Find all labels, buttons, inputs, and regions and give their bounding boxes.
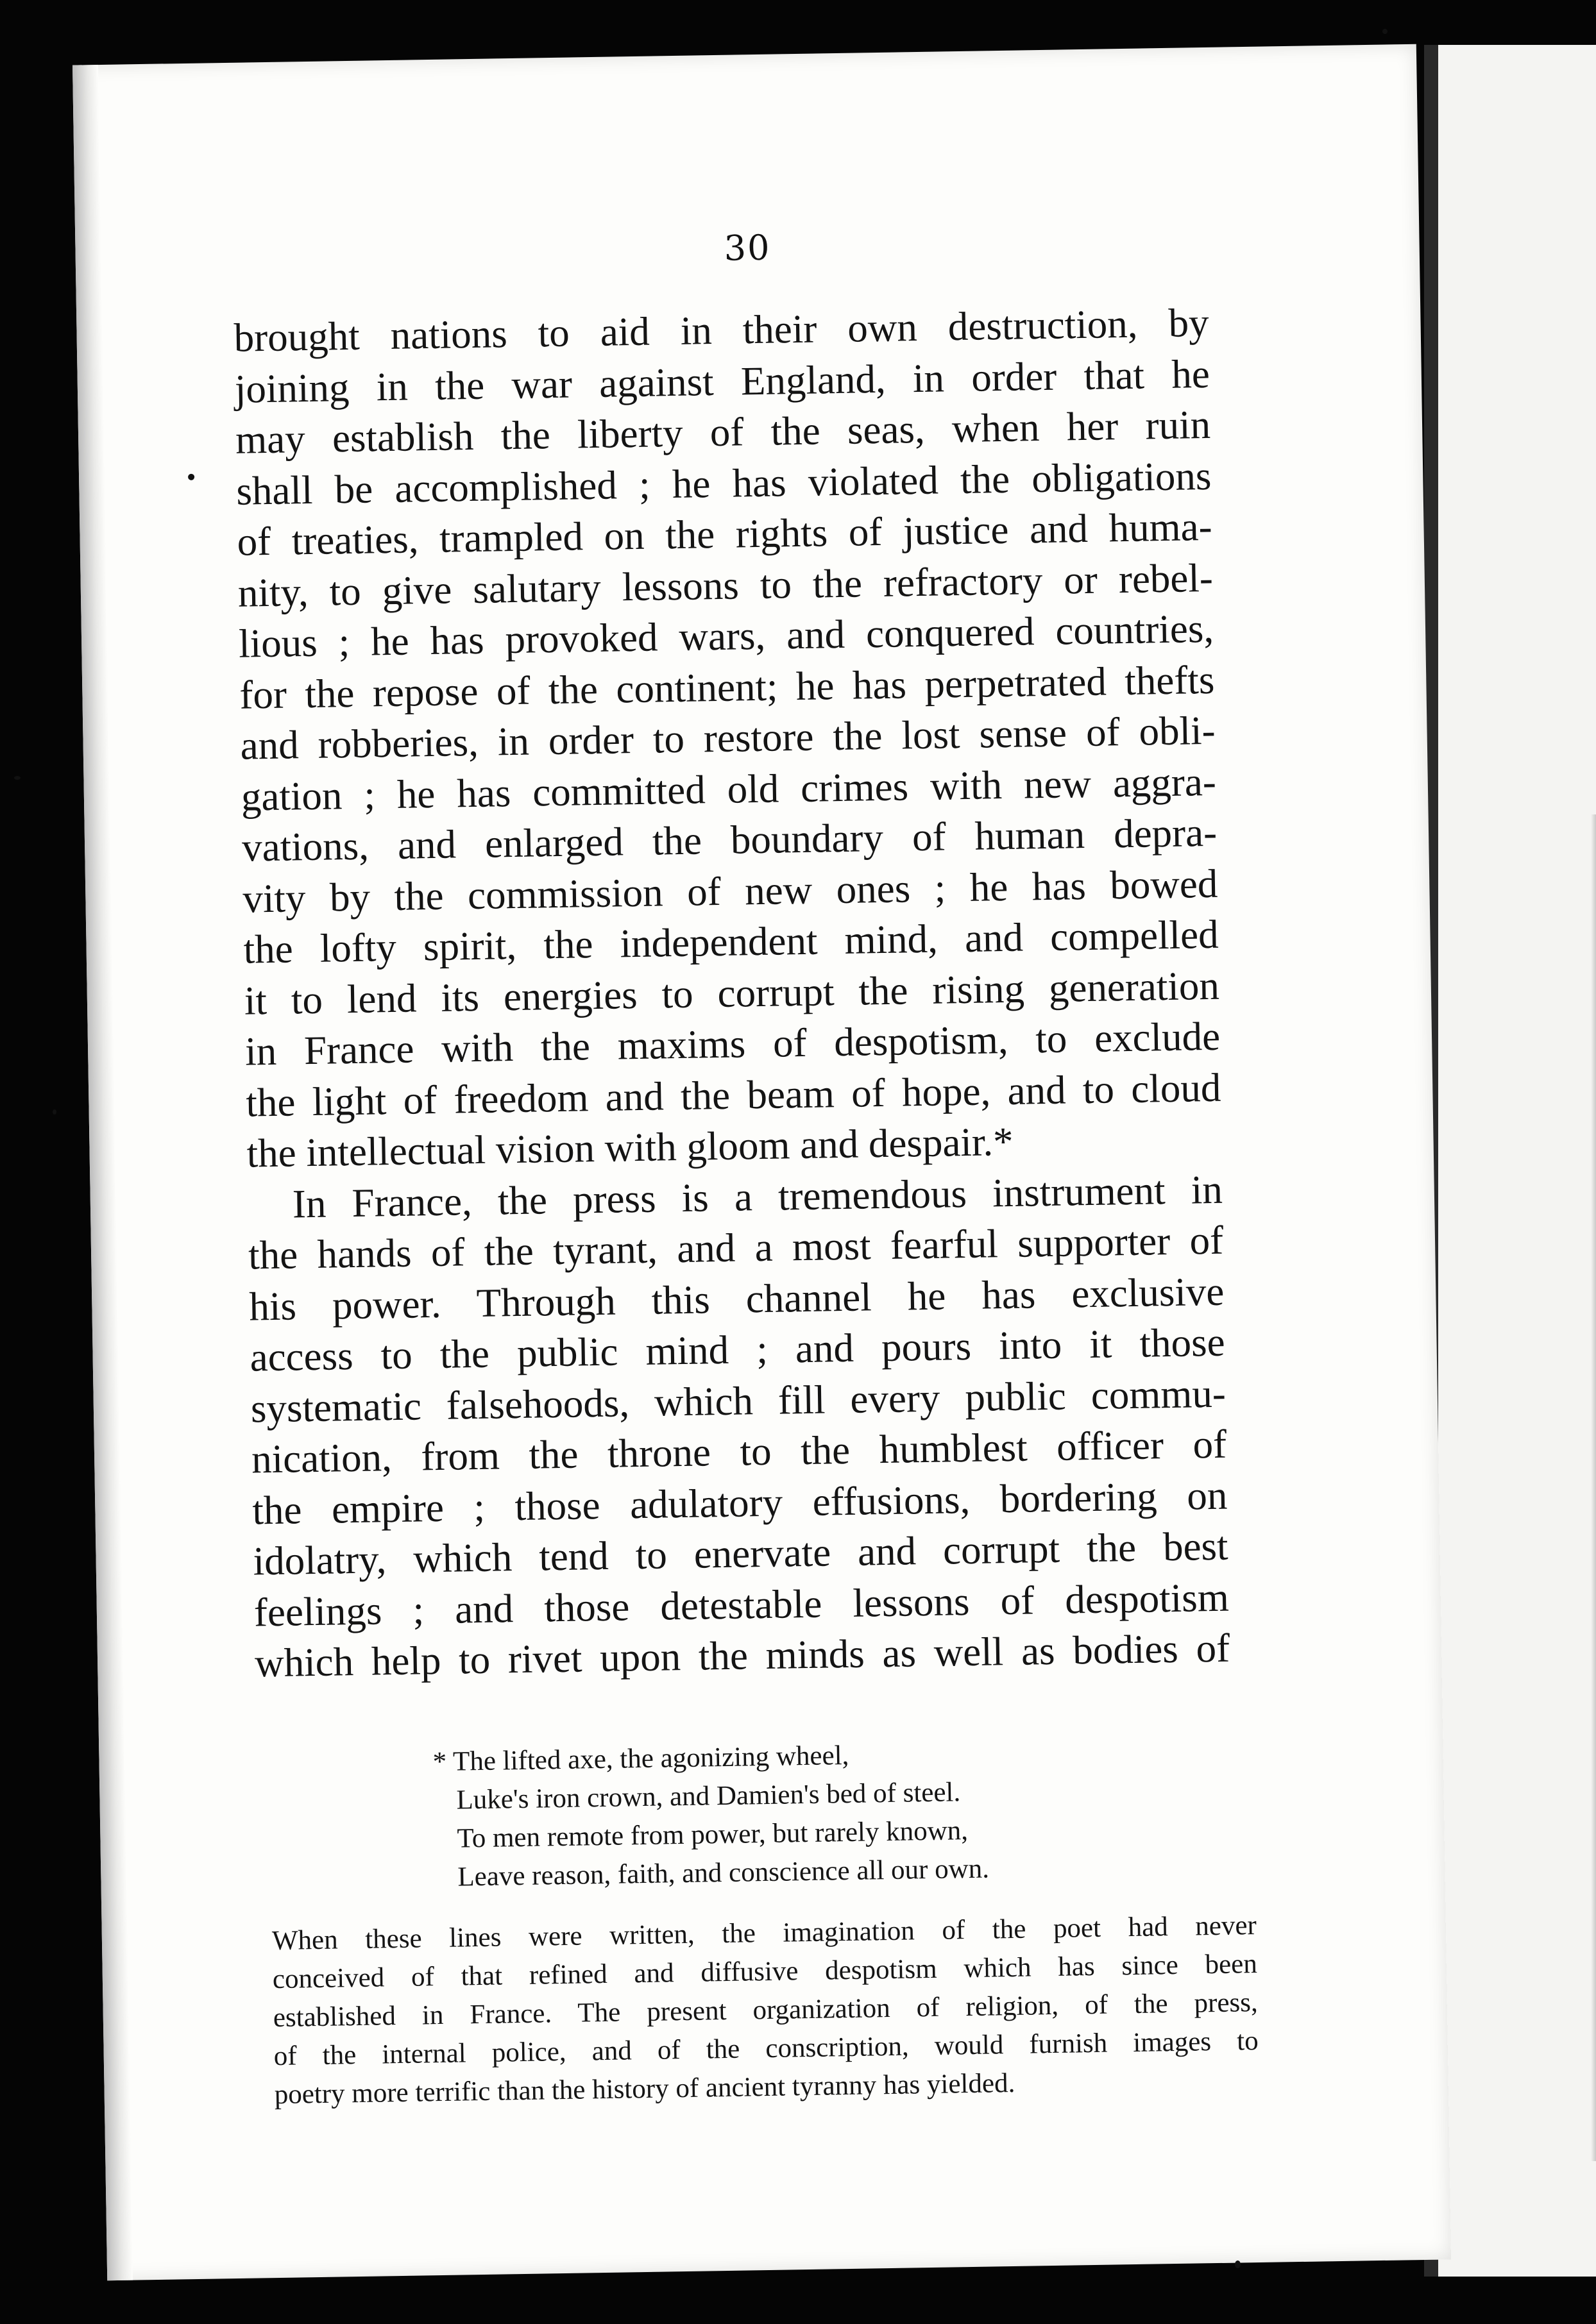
body-line: and robberies, in order to restore the lost sense of obli-	[240, 707, 1216, 768]
body-line: In France, the press is a tremendous instrument in	[292, 1166, 1223, 1226]
body-line: of treaties, trampled on the rights of justice and huma-	[237, 503, 1213, 564]
body-line: idolatry, which tend to enervate and corrupt the best	[253, 1523, 1229, 1584]
scan-speck	[1235, 2261, 1241, 2268]
body-line: nity, to give salutary lessons to the refractory or rebel-	[237, 555, 1214, 616]
body-line: the hands of the tyrant, and a most fearful supporter of	[248, 1217, 1224, 1278]
body-line: joining in the war against England, in order that he	[234, 351, 1210, 412]
body-line: the empire ; those adulatory effusions, bordering on	[251, 1472, 1228, 1533]
body-line: feelings ; and those detestable lessons of despotism	[253, 1574, 1230, 1635]
verse-line: * The lifted axe, the agonizing wheel,	[432, 1740, 849, 1778]
footnote-prose	[272, 1907, 1260, 2114]
ink-speck	[188, 474, 194, 480]
body-line: it to lend its energies to corrupt the rising generation	[244, 963, 1220, 1023]
footnote-verse	[432, 1735, 989, 1898]
scan-speck	[53, 1109, 56, 1115]
body-line: may establish the liberty of the seas, when her ruin	[235, 401, 1211, 462]
footnote-line: established in France. The present organization of religion, of the press,	[273, 1987, 1259, 2034]
body-line: vations, and enlarged the boundary of human depra-	[241, 809, 1218, 870]
footnote-line: When these lines were written, the imagination of the poet had never	[271, 1910, 1257, 1957]
body-line: systematic falsehoods, which fill every public commu-	[250, 1370, 1227, 1431]
verse-line: Luke's iron crown, and Damien's bed of steel.	[456, 1777, 961, 1815]
verse-line: Leave reason, faith, and conscience all our own.	[457, 1853, 990, 1892]
body-line: his power. Through this channel he has exclusive	[248, 1268, 1225, 1329]
gutter-shadow	[1591, 814, 1596, 2161]
footnote-line: conceived of that refined and diffusive despotism which has since been	[272, 1949, 1258, 1995]
body-line: for the repose of the continent; he has perpetrated thefts	[239, 657, 1215, 718]
body-line: the lofty spirit, the independent mind, and compelled	[243, 911, 1219, 972]
body-line: access to the public mind ; and pours into it those	[250, 1319, 1226, 1380]
verse-line: To men remote from power, but rarely known,	[457, 1815, 969, 1854]
body-line: brought nations to aid in their own destruction, by	[233, 299, 1210, 360]
body-line: the intellectual vision with gloom and despair.*	[246, 1118, 1014, 1176]
body-line: the light of freedom and the beam of hope, and to cloud	[245, 1065, 1221, 1125]
footnote-line: of the internal police, and of the conscription, would furnish images to	[273, 2026, 1259, 2072]
body-line: shall be accomplished ; he has violated the obligations	[235, 453, 1212, 514]
facing-page-edge	[1424, 45, 1596, 2277]
body-line: lious ; he has provoked wars, and conquered countries,	[238, 605, 1214, 666]
body-line: vity by the commission of new ones ; he has bowed	[242, 861, 1218, 922]
body-line: in France with the maxims of despotism, to exclude	[244, 1013, 1221, 1074]
body-line: which help to rivet upon the minds as well as bodies of	[254, 1625, 1230, 1686]
book-page	[72, 44, 1451, 2280]
body-line: nication, from the throne to the humblest officer of	[251, 1421, 1227, 1482]
page-number: 30	[724, 227, 771, 269]
scan-speck	[1382, 29, 1388, 34]
body-line: gation ; he has committed old crimes with new aggra-	[241, 759, 1217, 820]
footnote-line: poetry more terrific than the history of ancient tyranny has yielded.	[274, 2067, 1015, 2110]
page-binding-edge	[72, 65, 133, 2280]
scan-speck	[14, 776, 21, 780]
body-text	[233, 298, 1230, 1689]
